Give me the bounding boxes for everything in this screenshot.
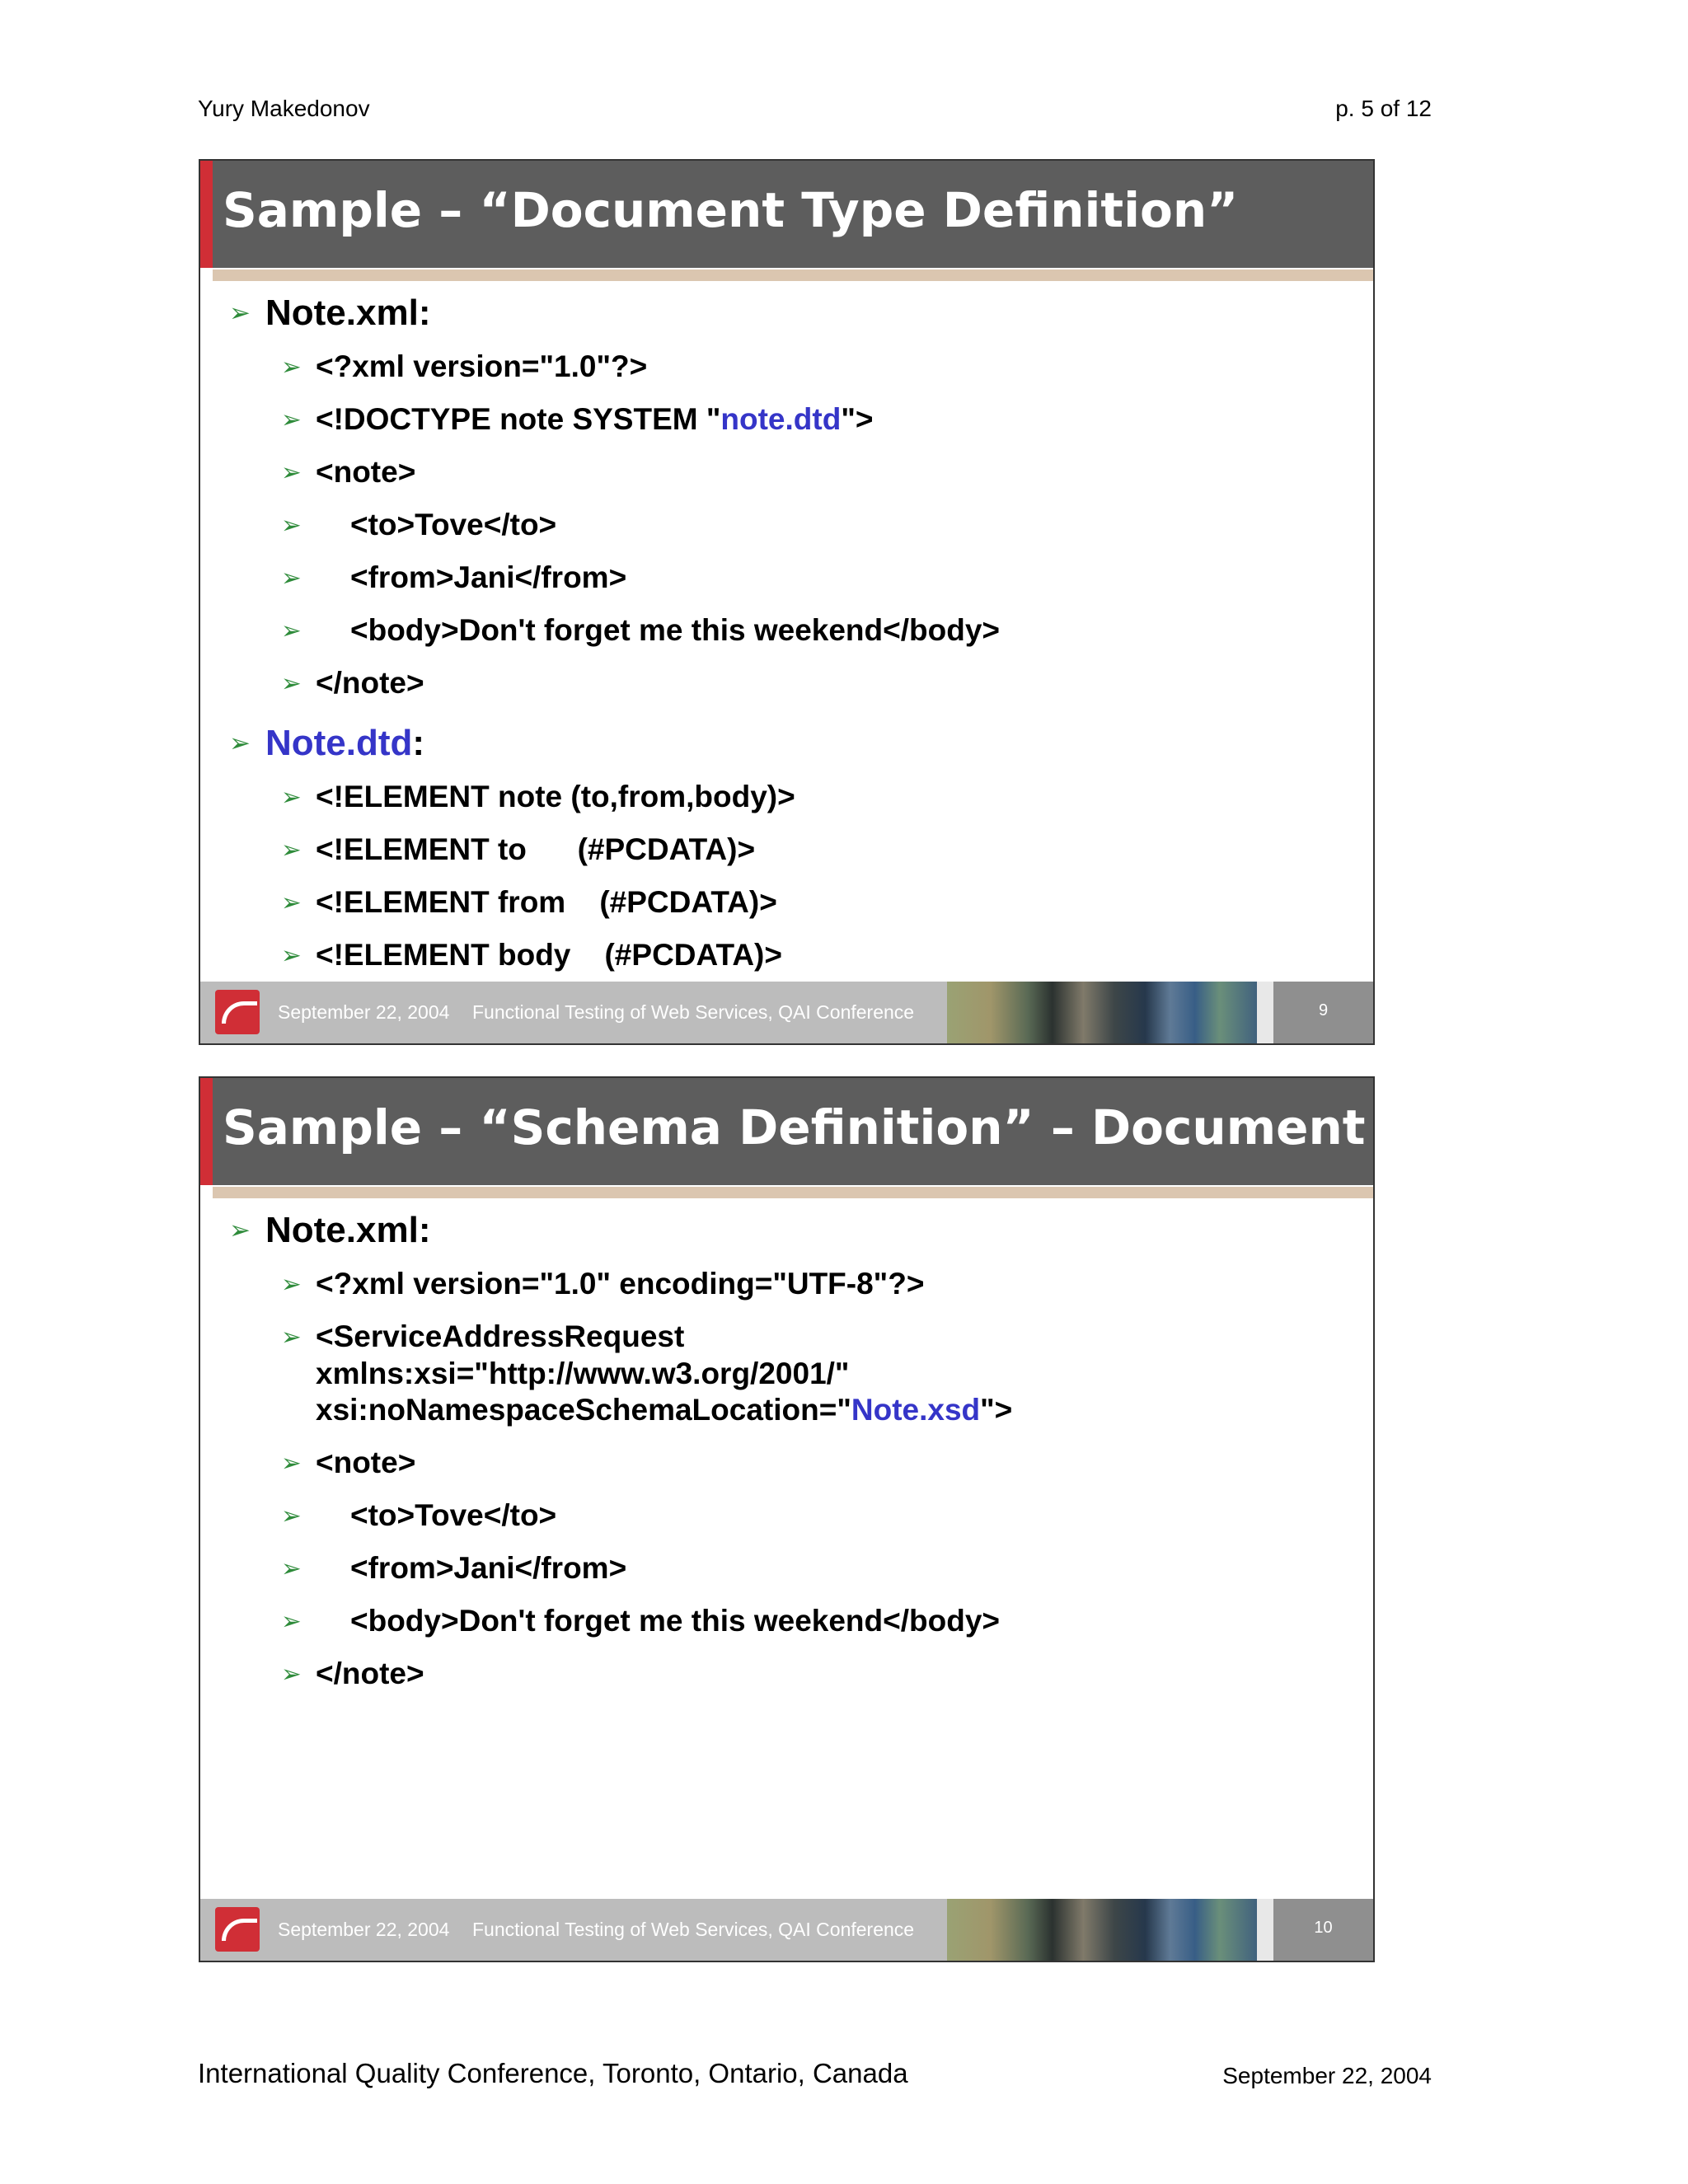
company-logo-icon (215, 990, 260, 1034)
list-item: ➢ <to>Tove</to> (281, 507, 556, 544)
title-accent-line (213, 268, 1373, 281)
list-item: ➢ <note> (281, 454, 415, 491)
arrow-bullet-icon: ➢ (281, 1661, 302, 1688)
arrow-bullet-icon: ➢ (281, 1450, 302, 1477)
slide-footer-date: September 22, 2004 (278, 1001, 450, 1023)
bullet-note-xml: ➢ Note.xml: (229, 293, 431, 333)
arrow-bullet-icon: ➢ (281, 565, 302, 592)
list-item: ➢ <!DOCTYPE note SYSTEM "note.dtd"> (281, 401, 873, 438)
slide-title-bar (200, 1078, 1373, 1185)
list-item: ➢ <body>Don't forget me this weekend</body> (281, 612, 1000, 649)
company-logo-icon (215, 1907, 260, 1952)
arrow-bullet-icon: ➢ (281, 354, 302, 381)
slide-10 (199, 1076, 1375, 1962)
list-item: ➢ </note> (281, 1656, 424, 1693)
slide-title: Sample – “Document Type Definition” (223, 182, 1239, 238)
slide-footer-conference: Functional Testing of Web Services, QAI Conference (472, 1001, 915, 1023)
footer-photo-strip (947, 982, 1257, 1043)
page-number: p. 5 of 12 (1335, 96, 1432, 121)
slide-number: 10 (1314, 1919, 1333, 1937)
xsd-link[interactable]: Note.xsd (851, 1393, 981, 1427)
arrow-bullet-icon: ➢ (281, 406, 302, 434)
title-red-stripe (200, 161, 213, 268)
arrow-bullet-icon: ➢ (281, 1608, 302, 1635)
list-item: ➢ <?xml version="1.0" encoding="UTF-8"?> (281, 1266, 924, 1303)
arrow-bullet-icon: ➢ (281, 512, 302, 539)
arrow-bullet-icon: ➢ (229, 298, 251, 327)
arrow-bullet-icon: ➢ (281, 1555, 302, 1582)
slide-number-box (1273, 982, 1373, 1043)
slide-number: 9 (1318, 1001, 1329, 1019)
arrow-bullet-icon: ➢ (281, 1271, 302, 1298)
dtd-link[interactable]: note.dtd (720, 402, 842, 436)
slide-number-box (1273, 1899, 1373, 1961)
bullet-note-xml: ➢ Note.xml: (229, 1210, 431, 1250)
arrow-bullet-icon: ➢ (281, 889, 302, 916)
list-item: ➢ <!ELEMENT to (#PCDATA)> (281, 832, 755, 869)
footer-date: September 22, 2004 (1222, 2063, 1432, 2088)
slide-9 (199, 159, 1375, 1045)
slide-footer-conference: Functional Testing of Web Services, QAI Conference (472, 1919, 915, 1940)
arrow-bullet-icon: ➢ (281, 1502, 302, 1530)
arrow-bullet-icon: ➢ (281, 670, 302, 697)
arrow-bullet-icon: ➢ (229, 1216, 251, 1244)
list-item: ➢ <note> (281, 1445, 415, 1482)
list-item: ➢ <!ELEMENT from (#PCDATA)> (281, 884, 777, 921)
author-name: Yury Makedonov (198, 96, 370, 121)
note-dtd-link[interactable]: Note.dtd (265, 723, 413, 763)
list-item: ➢ <from>Jani</from> (281, 1550, 626, 1587)
list-item: ➢ <to>Tove</to> (281, 1497, 556, 1535)
list-item: ➢ <from>Jani</from> (281, 560, 626, 597)
arrow-bullet-icon: ➢ (281, 617, 302, 644)
bullet-note-dtd: ➢ Note.dtd: (229, 723, 425, 763)
list-item: ➢ <!ELEMENT body (#PCDATA)> (281, 937, 782, 974)
arrow-bullet-icon: ➢ (281, 459, 302, 486)
list-item: ➢ </note> (281, 665, 424, 702)
footer-conference: International Quality Conference, Toronto, Ontario, Canada (198, 2058, 908, 2088)
list-item: ➢ <?xml version="1.0"?> (281, 349, 647, 386)
slide-footer-date: September 22, 2004 (278, 1919, 450, 1940)
slide-title: Sample – “Schema Definition” – Document (223, 1099, 1366, 1155)
title-accent-line (213, 1185, 1373, 1198)
footer-photo-strip (947, 1899, 1257, 1961)
arrow-bullet-icon: ➢ (281, 942, 302, 969)
arrow-bullet-icon: ➢ (229, 729, 251, 757)
slide-title-bar (200, 161, 1373, 268)
list-item: ➢ <!ELEMENT note (to,from,body)> (281, 779, 795, 816)
arrow-bullet-icon: ➢ (281, 837, 302, 864)
slide-footer-bar (200, 982, 1373, 1043)
list-item: ➢ <body>Don't forget me this weekend</body> (281, 1603, 1000, 1640)
slide-footer-bar (200, 1899, 1373, 1961)
title-red-stripe (200, 1078, 213, 1185)
list-item: ➢ <ServiceAddressRequest xmlns:xsi="http://www.w3.org/2001/" xsi:noNamespaceSchemaLocation="Note.xsd"> (281, 1319, 1013, 1427)
arrow-bullet-icon: ➢ (281, 1324, 302, 1351)
arrow-bullet-icon: ➢ (281, 784, 302, 811)
